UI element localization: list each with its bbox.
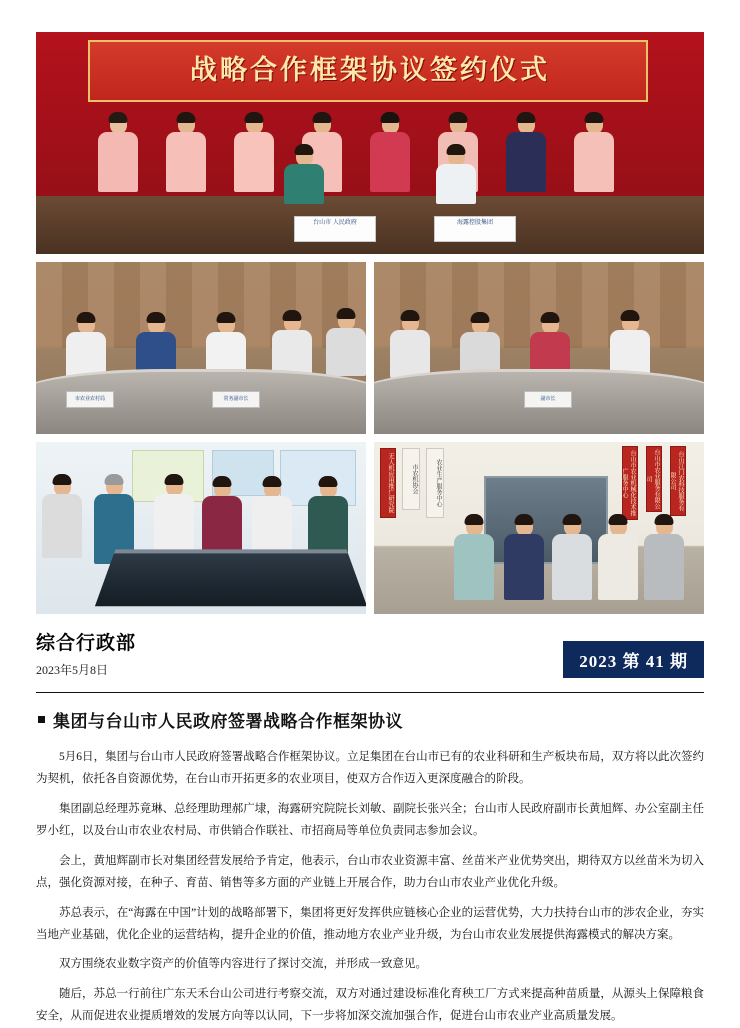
- sign-plaque: 无人机应用推广研究院: [380, 448, 396, 518]
- group-member: [644, 517, 684, 600]
- attendee-standing: [370, 115, 410, 192]
- visitor: [42, 477, 82, 558]
- photo-row-meetings: [36, 262, 704, 434]
- meeting-room-photo-left: [36, 262, 366, 434]
- divider: [36, 692, 704, 693]
- group-photo-outside-agriculture-center: [374, 442, 704, 614]
- meeting-attendee: [390, 313, 430, 378]
- attendee-standing: [506, 115, 546, 192]
- attendee-standing: [98, 115, 138, 192]
- issue-badge: 2023 第 41 期: [563, 641, 704, 678]
- article-paragraph: 随后，苏总一行前往广东天禾台山公司进行考察交流，双方对通过建设标准化育秧工厂方式来提高种苗质量，从源头上保障粮食安全，从而促进农业提质增效的发展方向等以认同，下一步将加深交流加强合作，促进台山市农业产业高质量发展。: [36, 987, 704, 1023]
- sign-plaque: 台山市农业服务有限公司: [646, 446, 662, 512]
- nameplate-right: 海露控股集团: [434, 216, 516, 242]
- square-bullet-icon: [38, 716, 45, 723]
- article-headline: [38, 707, 704, 732]
- article-paragraph: 苏总表示，在“海露在中国”计划的战略部署下，集团将更好发挥供应链核心企业的运营优势，大力扶持台山市的涉农企业，夯实当地产业基础，优化企业的运营结构，提升企业的价值，推动地方农业产业升级，为台山市农业发展提供海露模式的解决方案。: [36, 906, 704, 941]
- sign-plaque: 市农机协会: [402, 448, 420, 510]
- department-name: 综合行政部: [36, 633, 137, 654]
- sign-plaque: 台山江门农科技服务有限公司: [670, 446, 686, 516]
- meeting-attendee: [66, 315, 106, 380]
- sign-plaque: 台山市农业机械化技术推广服务中心: [622, 446, 638, 520]
- meeting-attendee: [272, 313, 312, 378]
- group-member: [552, 517, 592, 600]
- banner-title: 战略合作框架协议签约仪式: [190, 55, 550, 85]
- article-paragraph: 会上，黄旭辉副市长对集团经营发展给予肯定，他表示，台山市农业资源丰富、丝苗米产业优势突出，期待双方以丝苗米为切入点，强化资源对接，在种子、育苗、销售等多方面的产业链上开展合作，助力台山市农业产业优化升级。: [36, 854, 704, 890]
- signing-ceremony-photo: [36, 32, 704, 254]
- sign-plaque: 农业生产服务中心: [426, 448, 444, 518]
- meeting-room-photo-right: [374, 262, 704, 434]
- attendee-standing: [234, 115, 274, 192]
- meta-bar: [36, 628, 704, 688]
- display-case: [95, 549, 366, 606]
- article-paragraph: 5月6日，集团与台山市人民政府签署战略合作框架协议。立足集团在台山市已有的农业科研和生产板块布局，双方将以此次签约为契机，依托各自资源优势，在台山市开拓更多的农业项目，使双方合作迈入更深度融合的阶段。: [36, 751, 704, 786]
- meeting-attendee: [326, 311, 366, 376]
- attendee-standing: [166, 115, 206, 192]
- nameplate: 常务副市长: [212, 391, 260, 408]
- nameplate-left: 台山市 人民政府: [294, 216, 376, 242]
- nameplate: 市农业农村局: [66, 391, 114, 408]
- article-paragraph: 集团副总经理苏竟琳、总经理助理郝广埭，海露研究院院长刘敏、副院长张兴全；台山市人民政府副市长黄旭辉、办公室副主任罗小红，以及台山市农业农村局、市供销合作联社、市招商局等单位负责同志参加会议。: [36, 802, 704, 838]
- attendee-standing: [574, 115, 614, 192]
- article-paragraph: 双方围绕农业数字资产的价值等内容进行了探讨交流，并形成一致意见。: [59, 958, 427, 971]
- headline-text: 集团与台山市人民政府签署战略合作框架协议: [53, 712, 403, 731]
- meeting-attendee: [610, 313, 650, 378]
- signatory-left: [284, 147, 324, 204]
- department-block: [36, 628, 136, 678]
- group-member: [598, 517, 638, 600]
- signatory-right: [436, 147, 476, 204]
- group-member: [504, 517, 544, 600]
- group-member: [454, 517, 494, 600]
- photo-collage: [36, 32, 704, 614]
- publish-date: 2023年5月8日: [36, 663, 109, 677]
- facility-visit-photo: [36, 442, 366, 614]
- photo-row-visit: [36, 442, 704, 614]
- nameplate: 副市长: [524, 391, 572, 408]
